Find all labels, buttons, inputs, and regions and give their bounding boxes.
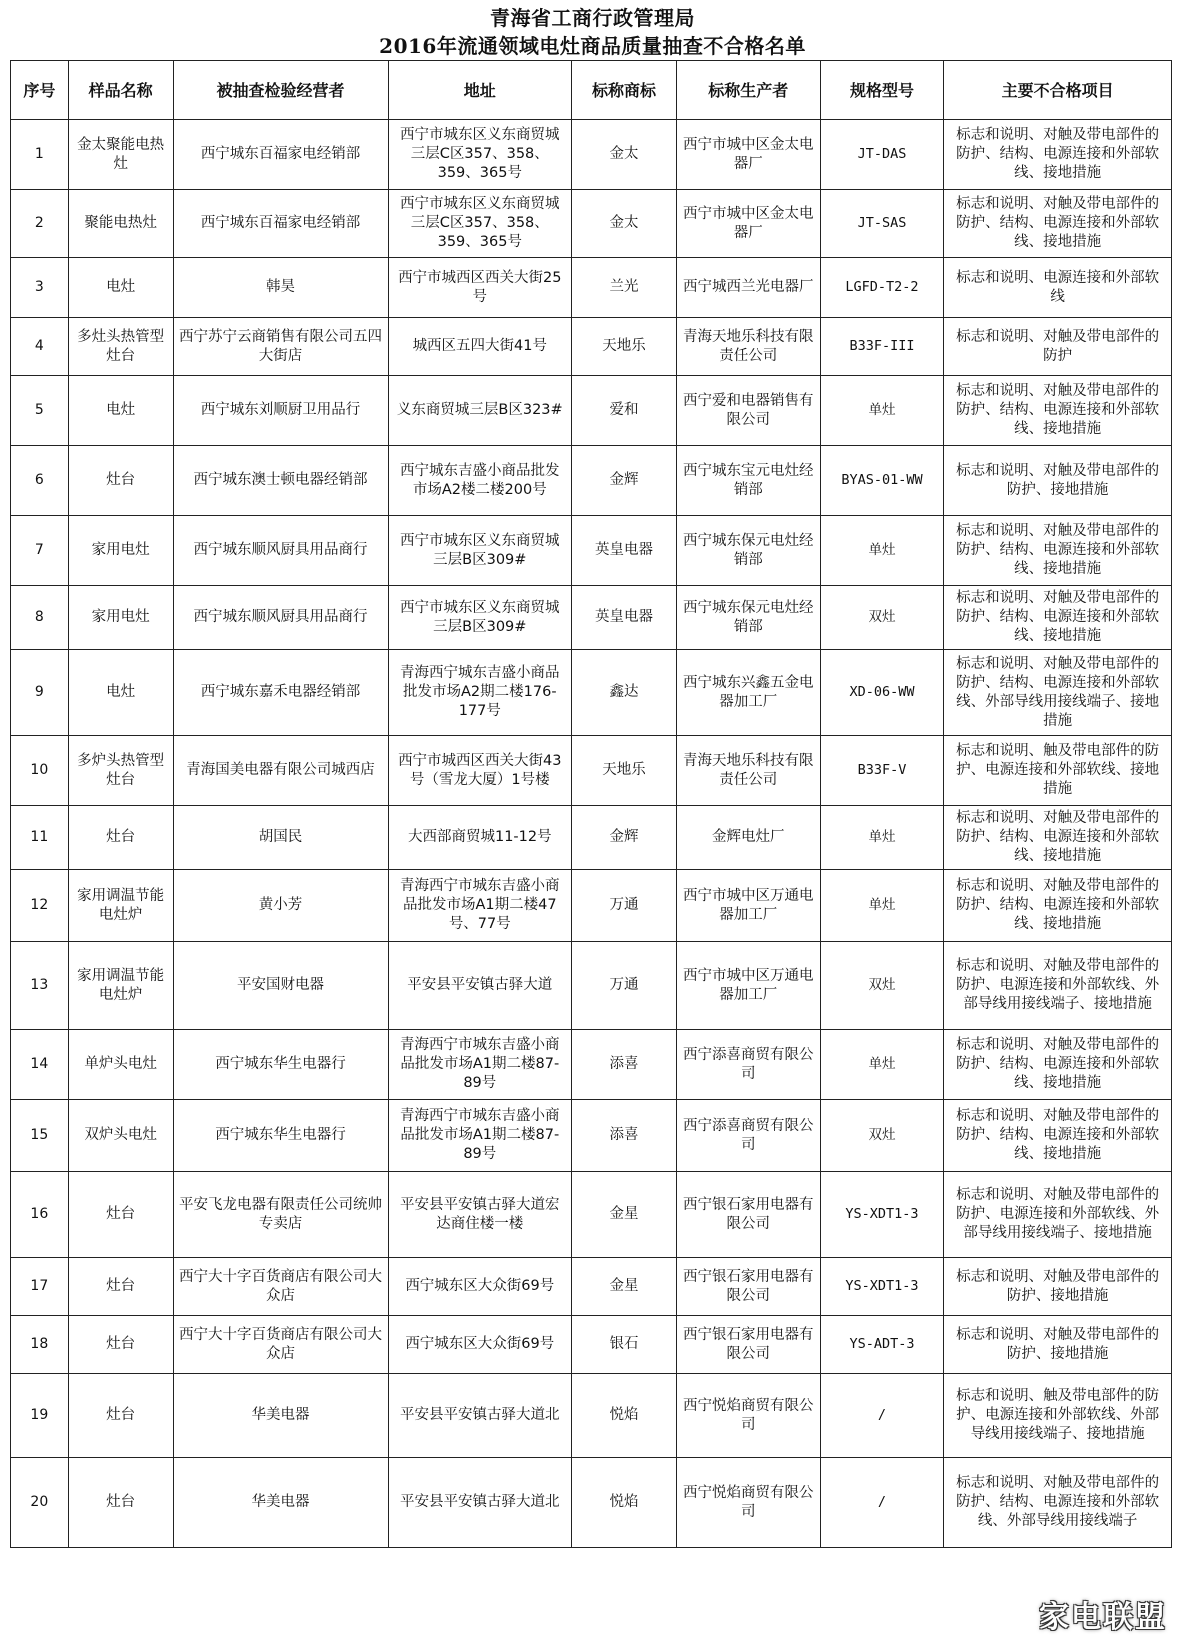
cell-address: 平安县平安镇古驿大道宏达商住楼一楼 <box>388 1172 572 1258</box>
cell-no: 18 <box>11 1316 69 1374</box>
table-row <box>11 446 1172 516</box>
cell-brand: 银石 <box>572 1316 677 1374</box>
table-row <box>11 736 1172 806</box>
cell-model: / <box>820 1374 944 1458</box>
cell-no: 8 <box>11 586 69 650</box>
cell-maker: 西宁银石家用电器有限公司 <box>676 1316 820 1374</box>
cell-maker: 青海天地乐科技有限责任公司 <box>676 736 820 806</box>
cell-seller: 西宁城东百福家电经销部 <box>173 190 388 258</box>
cell-issues: 标志和说明、对触及带电部件的防护、结构、电源连接和外部软线、接地措施 <box>944 806 1172 870</box>
cell-sample-name: 家用电灶 <box>68 586 173 650</box>
cell-seller: 西宁城东顺风厨具用品商行 <box>173 586 388 650</box>
cell-no: 12 <box>11 870 69 942</box>
table-row <box>11 190 1172 258</box>
header-cell-issues: 主要不合格项目 <box>944 61 1172 120</box>
cell-sample-name: 灶台 <box>68 446 173 516</box>
cell-no: 17 <box>11 1258 69 1316</box>
cell-brand: 英皇电器 <box>572 516 677 586</box>
watermark-logo: 家电联盟 <box>1039 1600 1167 1635</box>
cell-brand: 爱和 <box>572 376 677 446</box>
cell-maker: 西宁悦焰商贸有限公司 <box>676 1458 820 1548</box>
cell-address: 西宁市城西区西关大街25号 <box>388 258 572 318</box>
cell-issues: 标志和说明、触及带电部件的防护、电源连接和外部软线、外部导线用接线端子、接地措施 <box>944 1374 1172 1458</box>
cell-seller: 华美电器 <box>173 1374 388 1458</box>
cell-issues: 标志和说明、对触及带电部件的防护、结构、电源连接和外部软线、接地措施 <box>944 586 1172 650</box>
cell-brand: 金太 <box>572 190 677 258</box>
cell-address: 西宁城东区大众街69号 <box>388 1258 572 1316</box>
cell-address: 西宁市城东区义东商贸城三层B区309# <box>388 586 572 650</box>
cell-address: 平安县平安镇古驿大道北 <box>388 1374 572 1458</box>
cell-no: 19 <box>11 1374 69 1458</box>
table-row <box>11 650 1172 736</box>
table-row <box>11 318 1172 376</box>
cell-brand: 兰光 <box>572 258 677 318</box>
cell-issues: 标志和说明、对触及带电部件的防护、电源连接和外部软线、外部导线用接线端子、接地措施 <box>944 1172 1172 1258</box>
cell-no: 2 <box>11 190 69 258</box>
table-header-row <box>11 61 1172 120</box>
cell-seller: 平安飞龙电器有限责任公司统帅专卖店 <box>173 1172 388 1258</box>
cell-seller: 西宁城东澳士顿电器经销部 <box>173 446 388 516</box>
cell-brand: 天地乐 <box>572 736 677 806</box>
cell-maker: 金辉电灶厂 <box>676 806 820 870</box>
cell-issues: 标志和说明、对触及带电部件的防护、结构、电源连接和外部软线、外部导线用接线端子、接地措施 <box>944 650 1172 736</box>
table-row <box>11 1458 1172 1548</box>
cell-issues: 标志和说明、对触及带电部件的防护、结构、电源连接和外部软线、接地措施 <box>944 870 1172 942</box>
cell-issues: 标志和说明、对触及带电部件的防护 <box>944 318 1172 376</box>
cell-sample-name: 灶台 <box>68 1458 173 1548</box>
cell-no: 3 <box>11 258 69 318</box>
table-row <box>11 376 1172 446</box>
cell-address: 西宁城东区大众街69号 <box>388 1316 572 1374</box>
cell-no: 7 <box>11 516 69 586</box>
cell-brand: 金星 <box>572 1258 677 1316</box>
cell-brand: 金太 <box>572 120 677 190</box>
cell-no: 6 <box>11 446 69 516</box>
header-cell-sample: 样品名称 <box>68 61 173 120</box>
cell-brand: 万通 <box>572 870 677 942</box>
table-body <box>11 120 1172 1548</box>
cell-address: 平安县平安镇古驿大道 <box>388 942 572 1030</box>
header-cell-no: 序号 <box>11 61 69 120</box>
table-row <box>11 586 1172 650</box>
cell-address: 西宁市城东区义东商贸城三层C区357、358、359、365号 <box>388 120 572 190</box>
cell-address: 青海西宁城东吉盛小商品批发市场A2期二楼176-177号 <box>388 650 572 736</box>
cell-model: 双灶 <box>820 1100 944 1172</box>
cell-issues: 标志和说明、对触及带电部件的防护、结构、电源连接和外部软线、接地措施 <box>944 1030 1172 1100</box>
cell-brand: 悦焰 <box>572 1374 677 1458</box>
cell-model: JT-SAS <box>820 190 944 258</box>
cell-no: 9 <box>11 650 69 736</box>
title-line-2: 2016年流通领域电灶商品质量抽查不合格名单 <box>379 34 806 58</box>
document-title <box>0 4 1185 60</box>
cell-issues: 标志和说明、触及带电部件的防护、电源连接和外部软线、接地措施 <box>944 736 1172 806</box>
cell-address: 大西部商贸城11-12号 <box>388 806 572 870</box>
cell-model: 单灶 <box>820 516 944 586</box>
cell-maker: 西宁城东宝元电灶经销部 <box>676 446 820 516</box>
cell-sample-name: 家用电灶 <box>68 516 173 586</box>
cell-maker: 西宁市城中区万通电器加工厂 <box>676 942 820 1030</box>
cell-no: 10 <box>11 736 69 806</box>
cell-issues: 标志和说明、对触及带电部件的防护、结构、电源连接和外部软线、接地措施 <box>944 1100 1172 1172</box>
cell-seller: 平安国财电器 <box>173 942 388 1030</box>
table-row <box>11 1258 1172 1316</box>
cell-sample-name: 家用调温节能电灶炉 <box>68 870 173 942</box>
cell-maker: 西宁城西兰光电器厂 <box>676 258 820 318</box>
cell-sample-name: 灶台 <box>68 806 173 870</box>
cell-issues: 标志和说明、电源连接和外部软线 <box>944 258 1172 318</box>
cell-issues: 标志和说明、对触及带电部件的防护、结构、电源连接和外部软线、接地措施 <box>944 190 1172 258</box>
cell-address: 青海西宁市城东吉盛小商品批发市场A1期二楼87-89号 <box>388 1030 572 1100</box>
cell-seller: 西宁大十字百货商店有限公司大众店 <box>173 1258 388 1316</box>
table-row <box>11 1030 1172 1100</box>
cell-brand: 添喜 <box>572 1030 677 1100</box>
cell-address: 西宁市城西区西关大街43号（雪龙大厦）1号楼 <box>388 736 572 806</box>
header-cell-maker: 标称生产者 <box>676 61 820 120</box>
cell-sample-name: 多炉头热管型灶台 <box>68 736 173 806</box>
cell-seller: 西宁城东百福家电经销部 <box>173 120 388 190</box>
cell-maker: 西宁添喜商贸有限公司 <box>676 1030 820 1100</box>
header-cell-model: 规格型号 <box>820 61 944 120</box>
cell-issues: 标志和说明、对触及带电部件的防护、结构、电源连接和外部软线、接地措施 <box>944 120 1172 190</box>
cell-issues: 标志和说明、对触及带电部件的防护、结构、电源连接和外部软线、外部导线用接线端子 <box>944 1458 1172 1548</box>
cell-sample-name: 电灶 <box>68 258 173 318</box>
cell-sample-name: 双炉头电灶 <box>68 1100 173 1172</box>
cell-no: 16 <box>11 1172 69 1258</box>
cell-model: 单灶 <box>820 870 944 942</box>
cell-address: 城西区五四大街41号 <box>388 318 572 376</box>
table-row <box>11 1316 1172 1374</box>
cell-maker: 西宁城东兴鑫五金电器加工厂 <box>676 650 820 736</box>
cell-seller: 西宁城东顺风厨具用品商行 <box>173 516 388 586</box>
table-row <box>11 942 1172 1030</box>
cell-address: 西宁市城东区义东商贸城三层B区309# <box>388 516 572 586</box>
cell-maker: 西宁城东保元电灶经销部 <box>676 586 820 650</box>
table-row <box>11 1374 1172 1458</box>
cell-seller: 西宁城东华生电器行 <box>173 1100 388 1172</box>
cell-brand: 金星 <box>572 1172 677 1258</box>
cell-seller: 西宁苏宁云商销售有限公司五四大街店 <box>173 318 388 376</box>
cell-address: 西宁市城东区义东商贸城三层C区357、358、359、365号 <box>388 190 572 258</box>
cell-brand: 悦焰 <box>572 1458 677 1548</box>
cell-maker: 西宁银石家用电器有限公司 <box>676 1258 820 1316</box>
table-row <box>11 806 1172 870</box>
cell-no: 1 <box>11 120 69 190</box>
cell-model: 单灶 <box>820 806 944 870</box>
cell-sample-name: 灶台 <box>68 1316 173 1374</box>
cell-brand: 天地乐 <box>572 318 677 376</box>
cell-no: 15 <box>11 1100 69 1172</box>
cell-model: 双灶 <box>820 942 944 1030</box>
cell-address: 青海西宁市城东吉盛小商品批发市场A1期二楼87-89号 <box>388 1100 572 1172</box>
cell-maker: 西宁爱和电器销售有限公司 <box>676 376 820 446</box>
table-row <box>11 258 1172 318</box>
cell-seller: 华美电器 <box>173 1458 388 1548</box>
cell-issues: 标志和说明、对触及带电部件的防护、接地措施 <box>944 446 1172 516</box>
cell-seller: 西宁大十字百货商店有限公司大众店 <box>173 1316 388 1374</box>
cell-no: 11 <box>11 806 69 870</box>
cell-brand: 金辉 <box>572 446 677 516</box>
cell-sample-name: 电灶 <box>68 650 173 736</box>
header-cell-brand: 标称商标 <box>572 61 677 120</box>
cell-model: LGFD-T2-2 <box>820 258 944 318</box>
cell-sample-name: 多灶头热管型灶台 <box>68 318 173 376</box>
cell-seller: 黄小芳 <box>173 870 388 942</box>
cell-issues: 标志和说明、对触及带电部件的防护、接地措施 <box>944 1316 1172 1374</box>
cell-model: XD-06-WW <box>820 650 944 736</box>
cell-maker: 西宁城东保元电灶经销部 <box>676 516 820 586</box>
cell-seller: 韩昊 <box>173 258 388 318</box>
cell-no: 14 <box>11 1030 69 1100</box>
cell-address: 西宁城东吉盛小商品批发市场A2楼二楼200号 <box>388 446 572 516</box>
header-cell-seller: 被抽查检验经营者 <box>173 61 388 120</box>
table-row <box>11 1172 1172 1258</box>
cell-sample-name: 单炉头电灶 <box>68 1030 173 1100</box>
cell-seller: 西宁城东华生电器行 <box>173 1030 388 1100</box>
cell-brand: 添喜 <box>572 1100 677 1172</box>
cell-model: YS-ADT-3 <box>820 1316 944 1374</box>
cell-sample-name: 灶台 <box>68 1258 173 1316</box>
cell-model: 单灶 <box>820 1030 944 1100</box>
header-cell-address: 地址 <box>388 61 572 120</box>
cell-sample-name: 灶台 <box>68 1374 173 1458</box>
cell-no: 4 <box>11 318 69 376</box>
cell-issues: 标志和说明、对触及带电部件的防护、接地措施 <box>944 1258 1172 1316</box>
table-row <box>11 870 1172 942</box>
title-line-1: 青海省工商行政管理局 <box>490 6 695 30</box>
cell-no: 5 <box>11 376 69 446</box>
cell-maker: 西宁悦焰商贸有限公司 <box>676 1374 820 1458</box>
cell-seller: 西宁城东刘顺厨卫用品行 <box>173 376 388 446</box>
cell-address: 平安县平安镇古驿大道北 <box>388 1458 572 1548</box>
cell-model: BYAS-01-WW <box>820 446 944 516</box>
cell-sample-name: 灶台 <box>68 1172 173 1258</box>
cell-seller: 西宁城东嘉禾电器经销部 <box>173 650 388 736</box>
cell-address: 义东商贸城三层B区323# <box>388 376 572 446</box>
cell-sample-name: 聚能电热灶 <box>68 190 173 258</box>
cell-model: 单灶 <box>820 376 944 446</box>
table-row <box>11 1100 1172 1172</box>
cell-sample-name: 电灶 <box>68 376 173 446</box>
cell-maker: 西宁银石家用电器有限公司 <box>676 1172 820 1258</box>
cell-maker: 西宁市城中区金太电器厂 <box>676 120 820 190</box>
cell-address: 青海西宁市城东吉盛小商品批发市场A1期二楼47号、77号 <box>388 870 572 942</box>
cell-maker: 青海天地乐科技有限责任公司 <box>676 318 820 376</box>
table-row <box>11 120 1172 190</box>
cell-maker: 西宁市城中区万通电器加工厂 <box>676 870 820 942</box>
table-row <box>11 516 1172 586</box>
cell-brand: 鑫达 <box>572 650 677 736</box>
cell-brand: 金辉 <box>572 806 677 870</box>
cell-sample-name: 金太聚能电热灶 <box>68 120 173 190</box>
cell-brand: 万通 <box>572 942 677 1030</box>
unqualified-list-table <box>10 60 1172 1548</box>
cell-issues: 标志和说明、对触及带电部件的防护、电源连接和外部软线、外部导线用接线端子、接地措施 <box>944 942 1172 1030</box>
cell-model: JT-DAS <box>820 120 944 190</box>
cell-seller: 青海国美电器有限公司城西店 <box>173 736 388 806</box>
cell-model: YS-XDT1-3 <box>820 1258 944 1316</box>
cell-issues: 标志和说明、对触及带电部件的防护、结构、电源连接和外部软线、接地措施 <box>944 376 1172 446</box>
cell-model: / <box>820 1458 944 1548</box>
cell-model: B33F-III <box>820 318 944 376</box>
cell-seller: 胡国民 <box>173 806 388 870</box>
cell-issues: 标志和说明、对触及带电部件的防护、结构、电源连接和外部软线、接地措施 <box>944 516 1172 586</box>
cell-no: 13 <box>11 942 69 1030</box>
cell-brand: 英皇电器 <box>572 586 677 650</box>
cell-model: 双灶 <box>820 586 944 650</box>
cell-sample-name: 家用调温节能电灶炉 <box>68 942 173 1030</box>
cell-model: B33F-V <box>820 736 944 806</box>
cell-no: 20 <box>11 1458 69 1548</box>
cell-model: YS-XDT1-3 <box>820 1172 944 1258</box>
cell-maker: 西宁市城中区金太电器厂 <box>676 190 820 258</box>
cell-maker: 西宁添喜商贸有限公司 <box>676 1100 820 1172</box>
